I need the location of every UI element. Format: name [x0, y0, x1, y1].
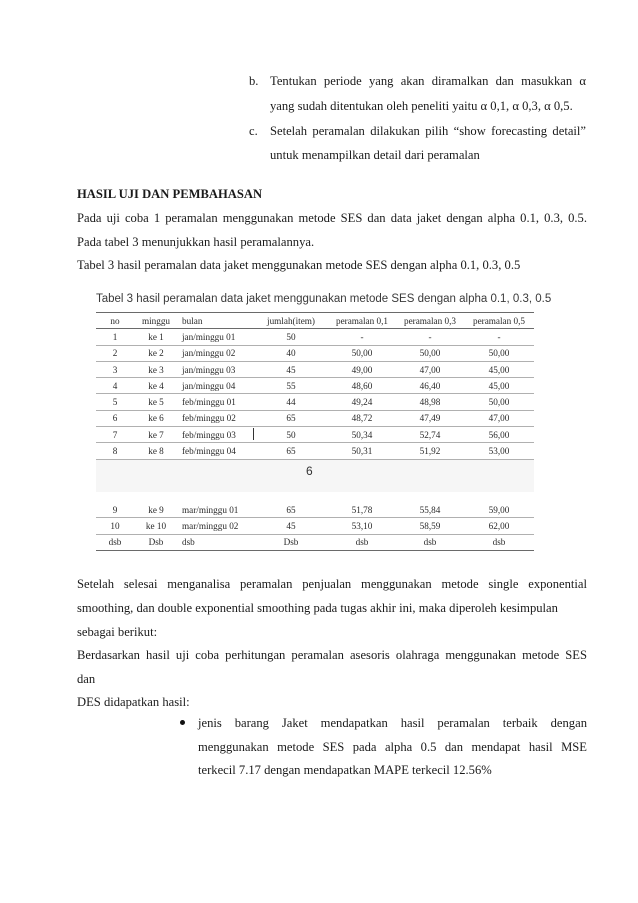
step-c-line2: untuk menampilkan detail dari peramalan — [270, 148, 480, 162]
table-cell: - — [396, 329, 464, 345]
table-header-cell: peramalan 0,1 — [328, 313, 396, 329]
paragraph-line: DES didapatkan hasil: — [77, 695, 190, 709]
table-cell: ke 1 — [134, 329, 178, 345]
table-cell: 45 — [254, 518, 328, 534]
table-cell: 48,72 — [328, 410, 396, 426]
table-cell: 45 — [254, 361, 328, 377]
bullet-line: terkecil 7.17 dengan mendapatkan MAPE terkecil 12.56% — [198, 763, 492, 777]
step-b-marker: b. — [249, 74, 259, 88]
table-row — [96, 502, 534, 518]
paragraph-line: Berdasarkan hasil uji coba perhitungan peramalan asesoris olahraga menggunakan metode SES — [77, 648, 587, 662]
table-cell: 4 — [96, 378, 134, 394]
table-cell: 55 — [254, 378, 328, 394]
table-cell: Dsb — [134, 534, 178, 550]
bullet-line: jenis barang Jaket mendapatkan hasil peramalan terbaik dengan — [198, 716, 587, 730]
table-cell: 49,00 — [328, 361, 396, 377]
text-cursor — [253, 428, 254, 440]
table-cell: 50,31 — [328, 443, 396, 459]
table-header-cell: no — [96, 313, 134, 329]
forecast-table-bottom — [96, 502, 534, 551]
table-row — [96, 361, 534, 377]
table-cell: dsb — [96, 534, 134, 550]
table-row — [96, 534, 534, 550]
paragraph-line: sebagai berikut: — [77, 625, 158, 639]
table-cell: 6 — [96, 410, 134, 426]
table-cell: 48,60 — [328, 378, 396, 394]
table-cell: ke 9 — [134, 502, 178, 518]
table-cell: 5 — [96, 394, 134, 410]
table-cell: 65 — [254, 443, 328, 459]
table-cell: dsb — [178, 534, 254, 550]
table-cell: feb/minggu 04 — [178, 443, 254, 459]
table-cell: dsb — [396, 534, 464, 550]
table-cell: Dsb — [254, 534, 328, 550]
section-heading: HASIL UJI DAN PEMBAHASAN — [77, 187, 263, 201]
paragraph-line: smoothing, dan double exponential smoothing pada tugas akhir ini, maka diperoleh kesimpulan — [77, 601, 558, 615]
table-cell: feb/minggu 01 — [178, 394, 254, 410]
table-header-cell: bulan — [178, 313, 254, 329]
table-cell: 53,10 — [328, 518, 396, 534]
table-header-cell: minggu — [134, 313, 178, 329]
table-cell: 48,98 — [396, 394, 464, 410]
table-cell: 50,00 — [328, 345, 396, 361]
table-cell: 7 — [96, 427, 134, 443]
table-cell: ke 10 — [134, 518, 178, 534]
table-cell: jan/minggu 03 — [178, 361, 254, 377]
paragraph-line: Setelah selesai menganalisa peramalan penjualan menggunakan metode single exponential — [77, 577, 587, 591]
table-title: Tabel 3 hasil peramalan data jaket menggunakan metode SES dengan alpha 0.1, 0.3, 0.5 — [96, 293, 552, 305]
table-cell: mar/minggu 01 — [178, 502, 254, 518]
table-cell: 50,34 — [328, 427, 396, 443]
table-row — [96, 443, 534, 459]
forecast-table-top — [96, 312, 534, 460]
step-b-line2: yang sudah ditentukan oleh peneliti yaitu α 0,1, α 0,3, α 0,5. — [270, 99, 573, 113]
table-cell: 50,00 — [464, 394, 534, 410]
table-cell: ke 7 — [134, 427, 178, 443]
table-row — [96, 427, 534, 443]
table-cell: feb/minggu 02 — [178, 410, 254, 426]
table-row — [96, 410, 534, 426]
page-break-band — [96, 460, 534, 492]
table-cell: 3 — [96, 361, 134, 377]
table-row — [96, 378, 534, 394]
step-c-marker: c. — [249, 124, 258, 138]
table-cell: 49,24 — [328, 394, 396, 410]
table-cell: ke 4 — [134, 378, 178, 394]
table-cell: 47,00 — [464, 410, 534, 426]
table-cell: 65 — [254, 502, 328, 518]
table-cell: jan/minggu 01 — [178, 329, 254, 345]
table-cell: 55,84 — [396, 502, 464, 518]
paragraph-line: Pada tabel 3 menunjukkan hasil peramalannya. — [77, 235, 315, 249]
table-cell: 51,92 — [396, 443, 464, 459]
table-cell: 45,00 — [464, 378, 534, 394]
table-cell: ke 8 — [134, 443, 178, 459]
table-row — [96, 329, 534, 345]
table-cell: jan/minggu 02 — [178, 345, 254, 361]
table-row — [96, 394, 534, 410]
table-cell: 40 — [254, 345, 328, 361]
table-cell: 50,00 — [464, 345, 534, 361]
table-cell: 1 — [96, 329, 134, 345]
page-number: 6 — [306, 464, 313, 478]
table-header-cell: peramalan 0,5 — [464, 313, 534, 329]
table-cell: ke 3 — [134, 361, 178, 377]
table-cell: - — [464, 329, 534, 345]
table-cell: 8 — [96, 443, 134, 459]
table-cell: 50 — [254, 427, 328, 443]
table-header-cell: peramalan 0,3 — [396, 313, 464, 329]
table-cell: jan/minggu 04 — [178, 378, 254, 394]
table-row — [96, 518, 534, 534]
table-cell: 47,49 — [396, 410, 464, 426]
table-row — [96, 345, 534, 361]
paragraph-line: dan — [77, 672, 96, 686]
table-cell: 44 — [254, 394, 328, 410]
table-cell: feb/minggu 03 — [178, 427, 254, 443]
table-cell: 62,00 — [464, 518, 534, 534]
table-cell: 65 — [254, 410, 328, 426]
step-b-line1: Tentukan periode yang akan diramalkan dan masukkan α — [270, 74, 586, 88]
table-cell: 56,00 — [464, 427, 534, 443]
table-cell: 2 — [96, 345, 134, 361]
table-caption: Tabel 3 hasil peramalan data jaket menggunakan metode SES dengan alpha 0.1, 0.3, 0.5 — [77, 258, 521, 272]
table-cell: 46,40 — [396, 378, 464, 394]
table-cell: 50 — [254, 329, 328, 345]
bullet-line: menggunakan metode SES pada alpha 0.5 dan mendapat hasil MSE — [198, 740, 587, 754]
table-cell: 47,00 — [396, 361, 464, 377]
table-cell: 58,59 — [396, 518, 464, 534]
table-cell: 53,00 — [464, 443, 534, 459]
table-cell: - — [328, 329, 396, 345]
table-cell: dsb — [464, 534, 534, 550]
table-cell: 50,00 — [396, 345, 464, 361]
table-header-cell: jumlah(item) — [254, 313, 328, 329]
table-cell: 45,00 — [464, 361, 534, 377]
table-header-row — [96, 313, 534, 329]
table-cell: 9 — [96, 502, 134, 518]
step-c-line1: Setelah peramalan dilakukan pilih “show forecasting detail” — [270, 124, 586, 138]
table-cell: mar/minggu 02 — [178, 518, 254, 534]
bullet-icon — [180, 720, 185, 725]
table-cell: dsb — [328, 534, 396, 550]
table-cell: 10 — [96, 518, 134, 534]
table-cell: 51,78 — [328, 502, 396, 518]
table-cell: ke 6 — [134, 410, 178, 426]
table-cell: ke 5 — [134, 394, 178, 410]
table-cell: ke 2 — [134, 345, 178, 361]
table-cell: 59,00 — [464, 502, 534, 518]
table-cell: 52,74 — [396, 427, 464, 443]
paragraph-line: Pada uji coba 1 peramalan menggunakan metode SES dan data jaket dengan alpha 0.1, 0.3, 0.5. — [77, 211, 587, 225]
